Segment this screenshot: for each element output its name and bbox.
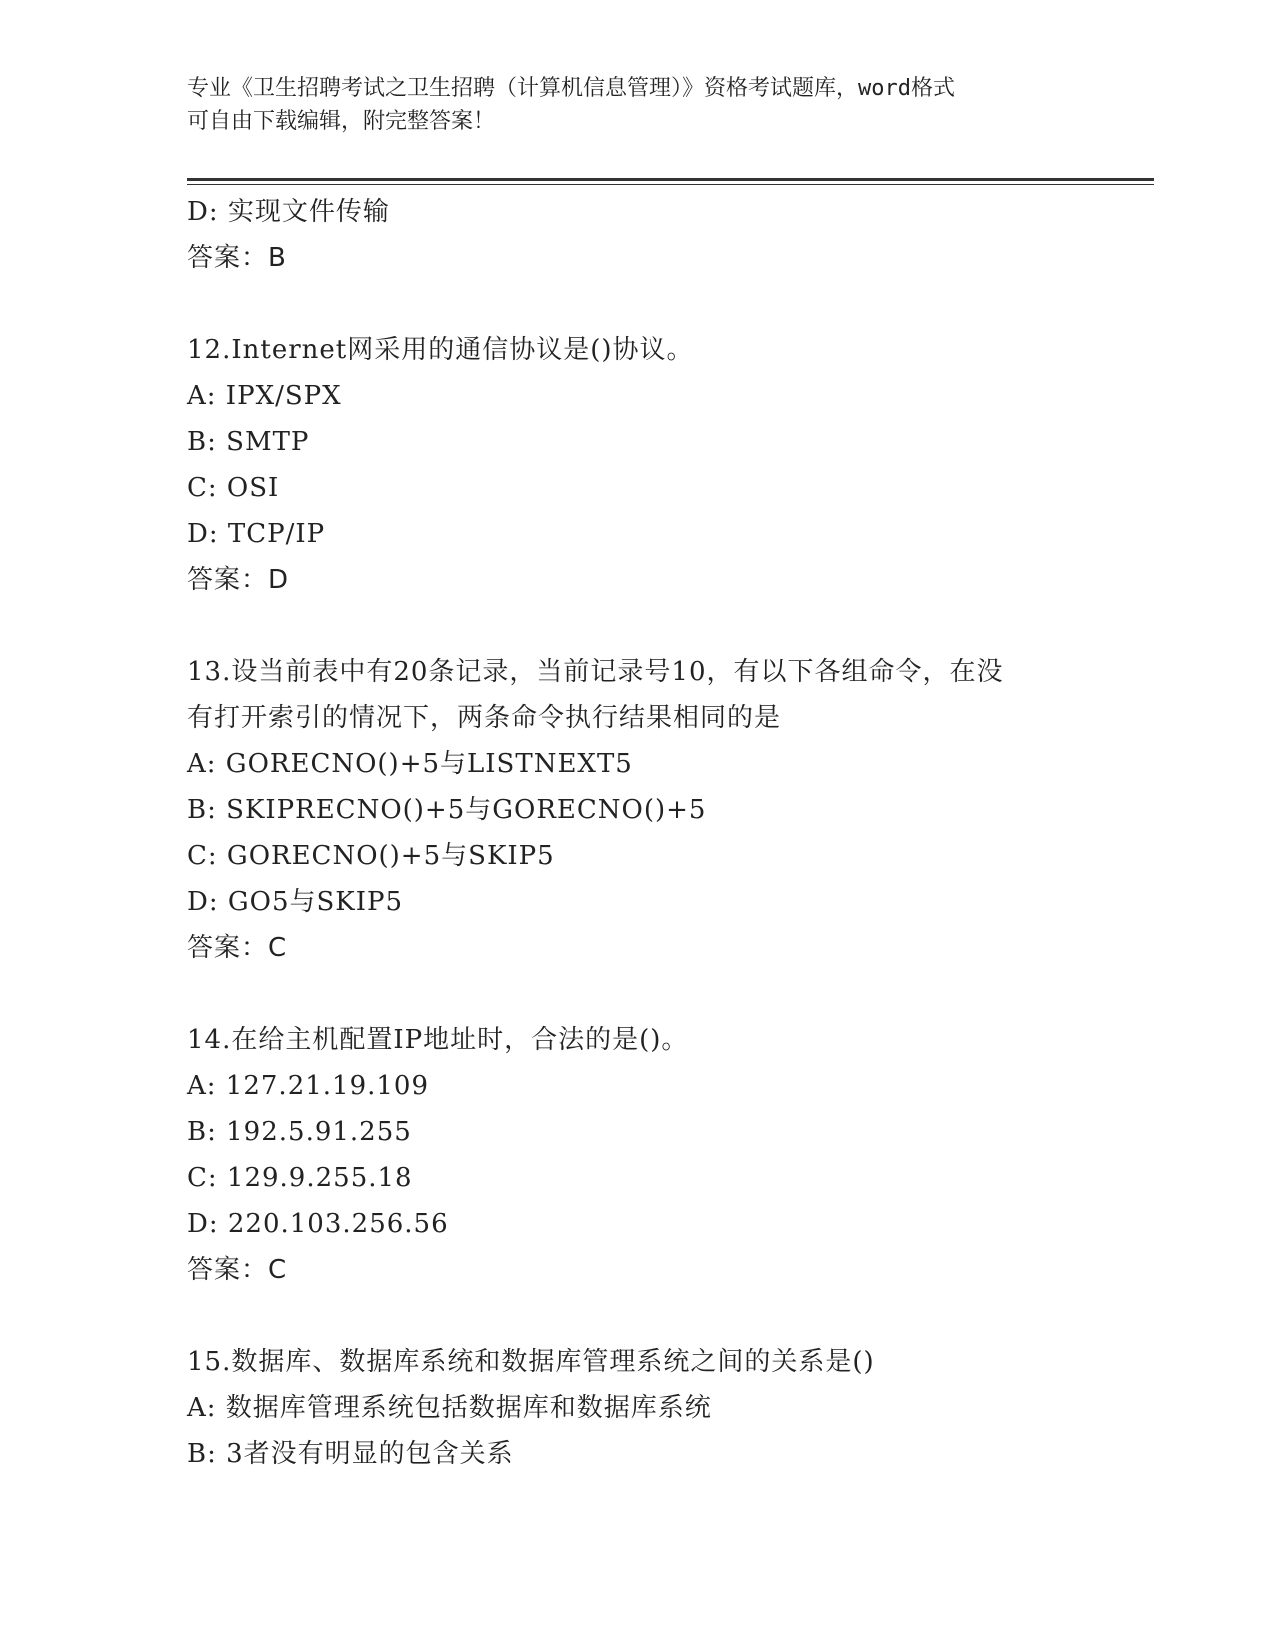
answer-line: 答案：D <box>187 565 290 595</box>
question-11-tail <box>187 189 1087 281</box>
header-rule-thick <box>187 178 1154 181</box>
option-a: A: 127.21.19.109 <box>187 1071 430 1101</box>
option-c: C: GORECNO()+5与SKIP5 <box>187 841 555 871</box>
option-d: D: 实现文件传输 <box>187 197 390 227</box>
option-a: A: GORECNO()+5与LISTNEXT5 <box>187 749 633 779</box>
option-a: A: 数据库管理系统包括数据库和数据库系统 <box>187 1393 712 1423</box>
answer-line: 答案：C <box>187 1255 288 1285</box>
question-stem-line-1: 13.设当前表中有20条记录，当前记录号10，有以下各组命令，在没 <box>187 657 1004 687</box>
header-rule-thin <box>187 184 1154 185</box>
option-b: B: SKIPRECNO()+5与GORECNO()+5 <box>187 795 707 825</box>
option-b: B: SMTP <box>187 427 310 457</box>
option-d: D: GO5与SKIP5 <box>187 887 404 917</box>
option-b: B: 3者没有明显的包含关系 <box>187 1439 514 1469</box>
answer-line: 答案：C <box>187 933 288 963</box>
option-b: B: 192.5.91.255 <box>187 1117 412 1147</box>
option-c: C: OSI <box>187 473 280 503</box>
question-stem-line-2: 有打开索引的情况下，两条命令执行结果相同的是 <box>187 703 782 733</box>
option-d: D: 220.103.256.56 <box>187 1209 449 1239</box>
question-15 <box>187 1339 1087 1477</box>
option-c: C: 129.9.255.18 <box>187 1163 413 1193</box>
header-title-line-1: 专业《卫生招聘考试之卫生招聘（计算机信息管理）》资格考试题库，word格式 <box>187 76 955 101</box>
question-stem: 12.Internet网采用的通信协议是()协议。 <box>187 335 694 365</box>
page-header <box>187 72 1067 138</box>
question-stem: 15.数据库、数据库系统和数据库管理系统之间的关系是() <box>187 1347 875 1377</box>
option-d: D: TCP/IP <box>187 519 326 549</box>
answer-line: 答案：B <box>187 243 287 273</box>
option-a: A: IPX/SPX <box>187 381 342 411</box>
question-list <box>187 189 1087 1477</box>
header-title-line-2: 可自由下载编辑，附完整答案！ <box>187 109 496 134</box>
question-14 <box>187 1017 1087 1293</box>
question-12 <box>187 327 1087 603</box>
question-stem: 14.在给主机配置IP地址时，合法的是()。 <box>187 1025 689 1055</box>
question-13 <box>187 649 1087 971</box>
